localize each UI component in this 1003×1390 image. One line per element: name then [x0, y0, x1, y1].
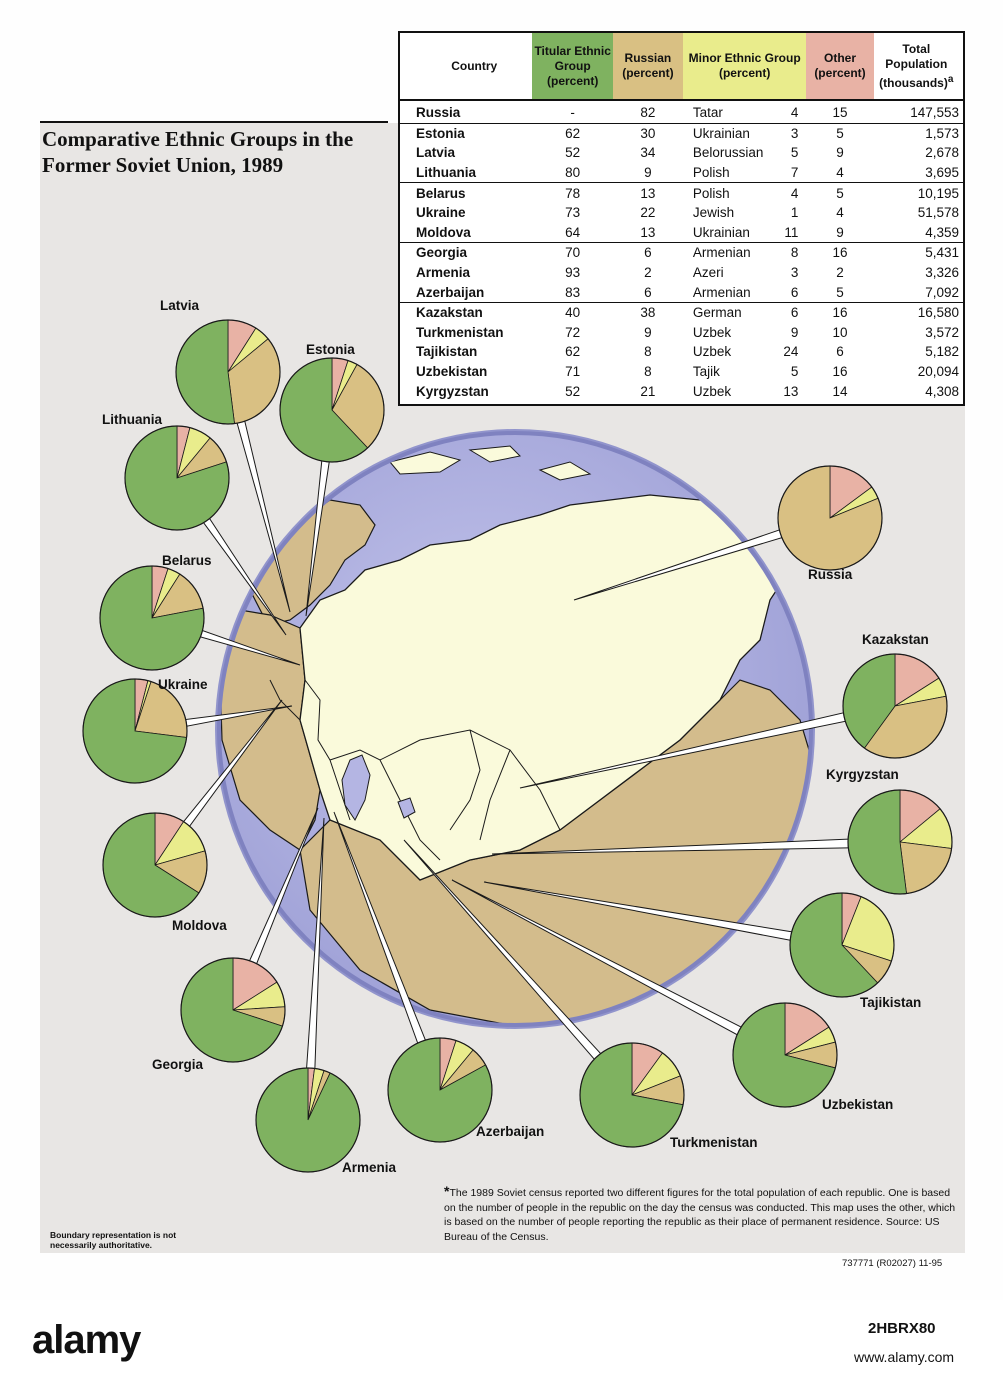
cell-total: 10,195: [874, 183, 963, 203]
cell-russian: 9: [644, 324, 652, 340]
pie-slice-russian-kyrgyzstan: [900, 842, 952, 894]
table-row: [400, 143, 963, 163]
boundary-note: Boundary representation is not necessarily authoritative.: [50, 1230, 177, 1250]
pie-label-lithuania: Lithuania: [102, 412, 162, 427]
pie-estonia: [280, 358, 384, 462]
cell-minor: [683, 342, 807, 362]
cell-russian: 6: [644, 284, 652, 300]
cell-other: 5: [836, 284, 844, 300]
cell-country: Estonia: [400, 123, 532, 143]
header-total-label: Total Population (thousands): [879, 41, 948, 90]
pie-label-ukraine: Ukraine: [158, 677, 208, 692]
pie-label-tajikistan: Tajikistan: [860, 995, 922, 1010]
header-total: [874, 33, 963, 100]
cell-minor-percent: 9: [790, 324, 799, 340]
cell-total: 16,580: [874, 302, 963, 322]
cell-minor-percent: 8: [790, 245, 799, 261]
cell-minor-percent: 11: [784, 224, 799, 240]
cell-titular: 72: [565, 324, 581, 340]
cell-total: 4,359: [925, 224, 959, 240]
pie-slice-titular-latvia: [176, 320, 235, 424]
cell-minor: [683, 302, 807, 322]
cell-minor-percent: 1: [790, 205, 799, 221]
pie-label-estonia: Estonia: [306, 342, 355, 357]
cell-total: 20,094: [917, 364, 959, 380]
pie-turkmenistan: [580, 1043, 684, 1147]
cell-titular: 71: [565, 364, 581, 380]
cell-other: 9: [836, 145, 844, 161]
cell-titular: 52: [565, 145, 581, 161]
map-title: Comparative Ethnic Groups in the Former Soviet Union, 1989: [42, 127, 354, 177]
cell-total: 147,553: [910, 105, 959, 121]
table-row: [400, 183, 963, 203]
cell-country: Armenia: [416, 265, 471, 281]
cell-minor: [683, 243, 807, 263]
table-header-row: [400, 33, 963, 100]
cell-minor: [683, 362, 807, 382]
cell-minor: [683, 282, 807, 302]
cell-minor-percent: 4: [790, 105, 799, 121]
cell-minor-name: Tatar: [692, 105, 723, 121]
pie-label-turkmenistan: Turkmenistan: [670, 1135, 758, 1150]
cell-minor-percent: 6: [790, 305, 799, 321]
cell-minor-name: Polish: [692, 165, 730, 181]
cell-minor: [683, 100, 807, 123]
cell-minor-name: Uzbek: [692, 383, 732, 399]
watermark-image-id: 2HBRX80: [868, 1320, 936, 1337]
cell-other: 9: [836, 224, 844, 240]
ethnic-groups-table: [400, 33, 963, 401]
cell-other: 5: [806, 183, 873, 203]
cell-titular: -: [570, 105, 575, 121]
cell-minor: [683, 223, 807, 243]
pie-georgia: [181, 958, 285, 1062]
cell-russian: 9: [644, 165, 652, 181]
table-row: [400, 123, 963, 143]
cell-country: Ukraine: [416, 205, 466, 221]
pie-kyrgyzstan: [848, 790, 952, 894]
cell-titular: 64: [565, 224, 581, 240]
header-country: Country: [400, 33, 532, 100]
cell-country: Tajikistan: [416, 344, 478, 360]
cell-total: 5,431: [874, 243, 963, 263]
cell-titular: 62: [565, 344, 581, 360]
cell-russian: 38: [613, 302, 683, 322]
cell-minor-percent: 24: [783, 344, 799, 360]
pie-label-georgia: Georgia: [152, 1057, 204, 1072]
cell-other: 6: [836, 344, 844, 360]
pie-armenia: [256, 1068, 360, 1172]
table-row: [400, 163, 963, 183]
cell-minor: [683, 323, 807, 343]
pie-slice-titular-kyrgyzstan: [848, 790, 907, 894]
cell-minor-percent: 6: [790, 284, 799, 300]
cell-other: 4: [836, 165, 844, 181]
header-minor: Minor Ethnic Group (percent): [683, 33, 807, 100]
cell-minor-percent: 5: [790, 364, 799, 380]
cell-minor: [683, 183, 807, 203]
pie-belarus: [100, 566, 204, 670]
cell-minor-name: Armenian: [692, 245, 751, 261]
cell-country: Kyrgyzstan: [416, 383, 489, 399]
pie-label-azerbaijan: Azerbaijan: [476, 1124, 545, 1139]
cell-minor-name: Uzbek: [692, 344, 732, 360]
cell-russian: 82: [640, 105, 656, 121]
table-row: [400, 302, 963, 322]
cell-minor-percent: 3: [790, 265, 799, 281]
cell-minor-name: German: [692, 305, 742, 321]
cell-minor-name: Azeri: [692, 265, 724, 281]
cell-country: Turkmenistan: [416, 324, 504, 340]
cell-country: Lithuania: [416, 165, 476, 181]
watermark-url: www.alamy.com: [854, 1349, 955, 1365]
cell-russian: 21: [640, 383, 656, 399]
cell-russian: 2: [644, 265, 652, 281]
cell-total: 51,578: [917, 205, 959, 221]
cell-total: 5,182: [925, 344, 959, 360]
cell-other: 4: [836, 205, 844, 221]
map-code: 737771 (R02027) 11-95: [842, 1258, 943, 1269]
cell-titular: 40: [532, 302, 612, 322]
cell-minor: [683, 381, 807, 401]
cell-russian: 8: [644, 364, 652, 380]
pie-label-belarus: Belarus: [162, 553, 212, 568]
pie-kazakstan: [843, 654, 947, 758]
cell-country: Georgia: [400, 243, 532, 263]
table-row: [400, 342, 963, 362]
cell-total: 3,326: [925, 265, 959, 281]
cell-total: 1,573: [874, 123, 963, 143]
pie-label-russia: Russia: [808, 567, 853, 582]
cell-minor: [683, 123, 807, 143]
cell-minor-name: Belorussian: [692, 145, 764, 161]
cell-minor-percent: 5: [790, 145, 799, 161]
cell-minor: [683, 143, 807, 163]
cell-total: 4,308: [925, 383, 959, 399]
cell-minor: [683, 163, 807, 183]
cell-total: 7,092: [925, 284, 959, 300]
pie-ukraine: [83, 679, 187, 783]
cell-total: 2,678: [925, 145, 959, 161]
pie-tajikistan: [790, 893, 894, 997]
cell-country: Latvia: [416, 145, 456, 161]
cell-minor-name: Polish: [692, 185, 730, 201]
table-row: [400, 362, 963, 382]
cell-minor-name: Uzbek: [692, 324, 732, 340]
cell-other: 14: [832, 383, 848, 399]
cell-russian: 13: [613, 183, 683, 203]
cell-minor-name: Ukrainian: [692, 125, 750, 141]
cell-titular: 80: [565, 165, 581, 181]
cell-minor-percent: 7: [790, 165, 799, 181]
pie-uzbekistan: [733, 1003, 837, 1107]
cell-titular: 93: [565, 265, 581, 281]
cell-russian: 13: [640, 224, 656, 240]
cell-minor-name: Jewish: [692, 205, 735, 221]
pie-label-kazakstan: Kazakstan: [862, 632, 929, 647]
cell-minor-percent: 3: [790, 125, 799, 141]
cell-minor-name: Ukrainian: [692, 224, 750, 240]
cell-other: 15: [832, 105, 848, 121]
cell-russian: 8: [644, 344, 652, 360]
cell-russian: 6: [613, 243, 683, 263]
watermark-logo: alamy: [32, 1318, 141, 1362]
cell-other: 16: [806, 243, 873, 263]
pie-latvia: [176, 320, 280, 424]
header-other: Other (percent): [806, 33, 873, 100]
table-row: [400, 223, 963, 243]
cell-country: Uzbekistan: [416, 364, 488, 380]
cell-other: 10: [832, 324, 848, 340]
pie-label-armenia: Armenia: [342, 1160, 397, 1175]
header-russian: Russian (percent): [613, 33, 683, 100]
pie-moldova: [103, 813, 207, 917]
cell-other: 16: [806, 302, 873, 322]
cell-total: 3,695: [925, 165, 959, 181]
cell-russian: 30: [613, 123, 683, 143]
header-titular: Titular Ethnic Group (percent): [532, 33, 612, 100]
table-row: [400, 263, 963, 283]
cell-russian: 34: [640, 145, 656, 161]
pie-label-moldova: Moldova: [172, 918, 227, 933]
cell-country: Kazakstan: [400, 302, 532, 322]
pie-label-uzbekistan: Uzbekistan: [822, 1097, 894, 1112]
cell-minor-percent: 13: [783, 383, 799, 399]
cell-titular: 70: [532, 243, 612, 263]
cell-country: Azerbaijan: [416, 284, 485, 300]
table-row: [400, 323, 963, 343]
cell-minor-name: Tajik: [692, 364, 720, 380]
table-row: [400, 100, 963, 123]
cell-other: 5: [806, 123, 873, 143]
table-row: [400, 381, 963, 401]
table-row: [400, 282, 963, 302]
footnote: [444, 1184, 964, 1244]
cell-other: 16: [832, 364, 848, 380]
cell-minor-percent: 4: [790, 185, 799, 201]
watermark-bar: [0, 1300, 1003, 1390]
cell-titular: 78: [532, 183, 612, 203]
footnote-text: The 1989 Soviet census reported two different figures for the total population of each republic. One is based on the number of people in the republic on the day the census was conducted. This map uses the other, which is based on the number of people reporting the republic as their place of permanent residence. Source: US Bureau of the Census.: [444, 1187, 956, 1243]
cell-minor-name: Armenian: [692, 284, 751, 300]
cell-titular: 62: [532, 123, 612, 143]
table-body: [400, 100, 963, 401]
cell-minor: [683, 203, 807, 223]
pie-label-latvia: Latvia: [160, 298, 200, 313]
pie-russia: [778, 466, 882, 570]
cell-minor: [683, 263, 807, 283]
pie-lithuania: [125, 426, 229, 530]
cell-country: Belarus: [400, 183, 532, 203]
footnote-marker: *: [444, 1183, 450, 1199]
table-row: [400, 203, 963, 223]
header-total-footnote-marker: a: [947, 73, 954, 85]
cell-other: 2: [836, 265, 844, 281]
cell-country: Russia: [416, 105, 461, 121]
cell-titular: 83: [565, 284, 581, 300]
ethnic-table-box: [398, 31, 965, 406]
cell-russian: 22: [640, 205, 656, 221]
pie-label-kyrgyzstan: Kyrgyzstan: [826, 767, 899, 782]
cell-titular: 52: [565, 383, 581, 399]
table-row: [400, 243, 963, 263]
cell-titular: 73: [565, 205, 581, 221]
cell-country: Moldova: [416, 224, 471, 240]
cell-total: 3,572: [925, 324, 959, 340]
